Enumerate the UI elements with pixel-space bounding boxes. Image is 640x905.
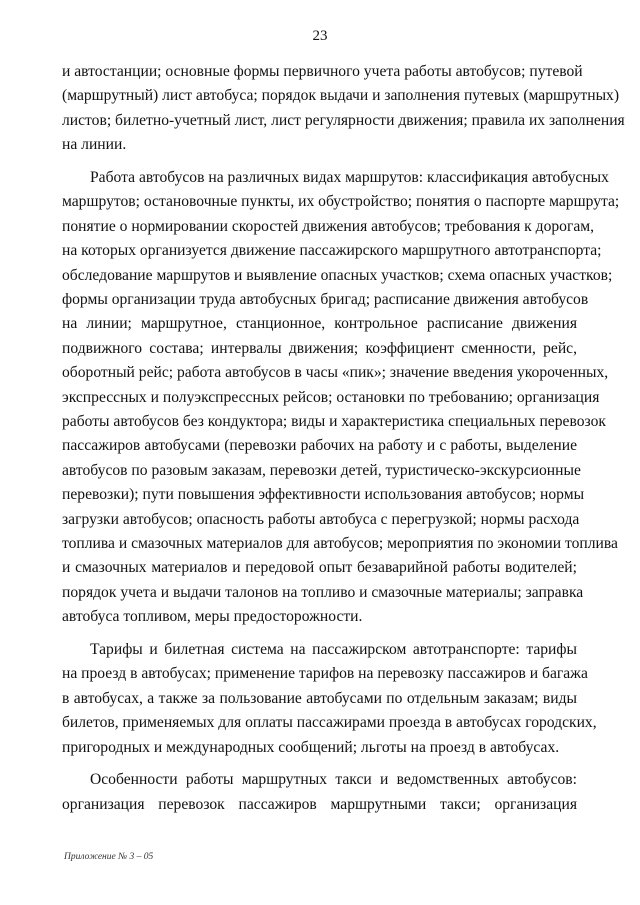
text-line: и смазочных материалов и передовой опыт безаварийной работы водителей; — [62, 559, 577, 577]
text-line: оборотный рейс; работа автобусов в часы «пик»; значение введения укороченных, — [62, 364, 609, 382]
text-line: Тарифы и билетная система на пассажирском автотранспорте: тарифы — [90, 640, 577, 658]
text-line: в автобусах, а также за пользование автобусами по отдельным заказам; виды — [62, 689, 577, 707]
text-line: порядок учета и выдачи талонов на топливо и смазочные материалы; заправка — [62, 583, 584, 601]
text-line: подвижного состава; интервалы движения; коэффициент сменности, рейс, — [62, 339, 577, 357]
text-line: формы организации труда автобусных бригад; расписание движения автобусов — [62, 291, 589, 309]
text-line: (маршрутный) лист автобуса; порядок выдачи и заполнения путевых (маршрутных) — [62, 87, 620, 105]
paragraph — [62, 638, 597, 760]
text-line: загрузки автобусов; опасность работы автобуса с перегрузкой; нормы расхода — [62, 510, 580, 528]
text-line: на проезд в автобусах; применение тарифов на перевозку пассажиров и багажа — [62, 665, 588, 683]
text-line: и автостанции; основные формы первичного учета работы автобусов; путевой — [62, 63, 583, 80]
text-line: экспрессных и полуэкспрессных рейсов; остановки по требованию; организация — [62, 388, 600, 406]
paragraph — [62, 166, 620, 629]
text-line: пригородных и международных сообщений; льготы на проезд в автобусах. — [62, 738, 560, 756]
text-line: маршрутов; остановочные пункты, их обустройство; понятия о паспорте маршрута; — [62, 193, 620, 211]
text-line: автобусов по разовым заказам, перевозки детей, туристическо-экскурсионные — [62, 461, 581, 479]
paragraph — [62, 60, 625, 158]
text-line: на линии; маршрутное, станционное, контрольное расписание движения — [62, 315, 577, 333]
text-line: организация перевозок пассажиров маршрутными такси; организация — [62, 795, 577, 813]
text-line: листов; билетно-учетный лист, лист регулярности движения; правила их заполнения — [62, 111, 625, 129]
page-number: 23 — [312, 28, 328, 44]
text-line: на линии. — [62, 136, 127, 154]
text-line: Работа автобусов на различных видах маршрутов: классификация автобусных — [90, 169, 609, 187]
text-line: топлива и смазочных материалов для автобусов; мероприятия по экономии топлива — [62, 534, 618, 552]
text-line: перевозки); пути повышения эффективности использования автобусов; нормы — [62, 486, 585, 504]
text-line: работы автобусов без кондуктора; виды и характеристика специальных перевозок — [62, 412, 606, 430]
text-line: обследование маршрутов и выявление опасных участков; схема опасных участков; — [62, 266, 613, 284]
text-line: билетов, применяемых для оплаты пассажирами проезда в автобусах городских, — [62, 714, 597, 732]
footer-note: Приложение № 3 – 05 — [64, 852, 154, 862]
text-line: понятие о нормировании скоростей движения автобусов; требования к дорогам, — [62, 217, 595, 235]
paragraph — [62, 768, 577, 817]
text-line: пассажиров автобусами (перевозки рабочих на работу и с работы, выделение — [62, 437, 577, 455]
document-body — [62, 60, 625, 817]
text-line: автобуса топливом, меры предосторожности. — [62, 608, 363, 626]
text-line: на которых организуется движение пассажирского маршрутного автотранспорта; — [62, 242, 602, 260]
text-line: Особенности работы маршрутных такси и ведомственных автобусов: — [90, 771, 577, 789]
